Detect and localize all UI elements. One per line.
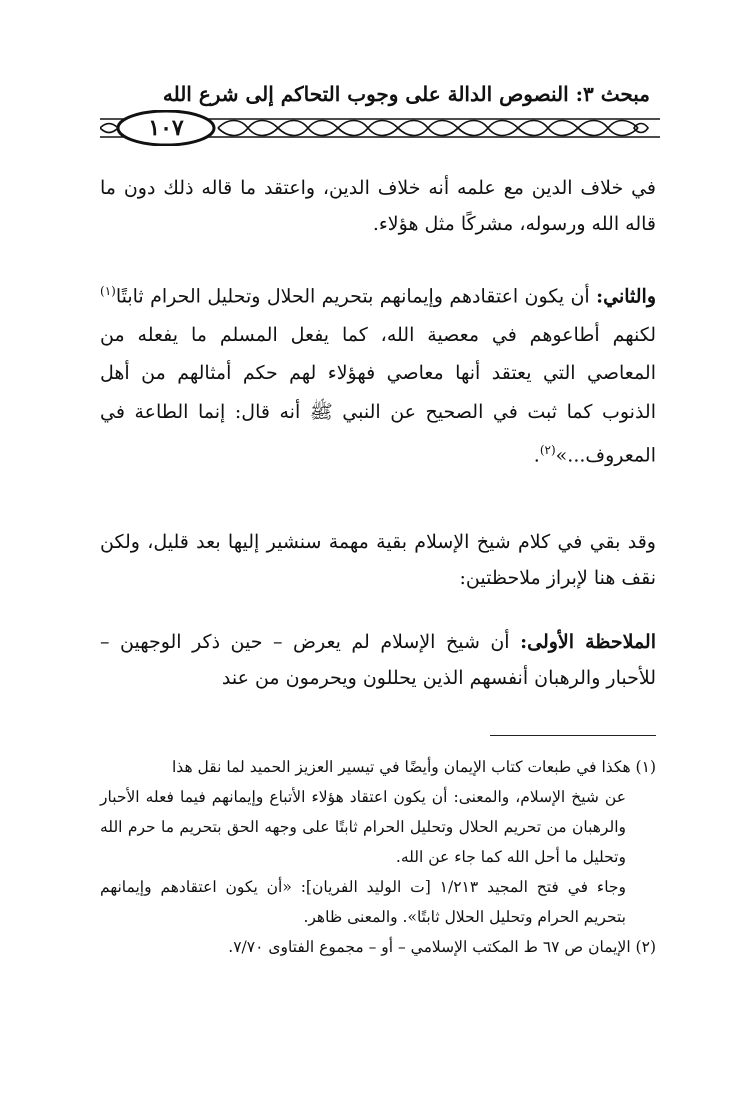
paragraph-continuation: في خلاف الدين مع علمه أنه خلاف الدين، واعتقد ما قاله ذلك دون ما قاله الله ورسوله، مشركًا مثل هؤلاء. bbox=[100, 177, 656, 235]
text-second-a: أن يكون اعتقادهم وإيمانهم بتحريم الحلال وتحليل الحرام ثابتًا bbox=[115, 285, 590, 308]
page-number: ١٠٧ bbox=[148, 115, 184, 141]
footnote-ref-2[interactable]: (٢) bbox=[539, 443, 556, 458]
running-header-title: مبحث ٣: النصوص الدالة على وجوب التحاكم إلى شرع الله bbox=[162, 82, 650, 106]
footnote-separator bbox=[490, 735, 656, 736]
label-first-note: الملاحظة الأولى: bbox=[520, 631, 656, 653]
paragraph-second-aspect bbox=[100, 272, 656, 475]
paragraph-remaining: وقد بقي في كلام شيخ الإسلام بقية مهمة سنشير إليها بعد قليل، ولكن نقف هنا لإبراز ملاحظتين: bbox=[100, 531, 656, 589]
footnote-1-continuation: عن شيخ الإسلام، والمعنى: أن يكون اعتقاد هؤلاء الأتباع وإيمانهم فيما فعله الأحبار والرهبان من تحريم الحلال وتحليل الحرام ثابتًا على وجهه الحق بتحريم ما حرم الله وتحليل ما أحل الله كما جاء عن الله. bbox=[100, 788, 626, 866]
text-second-b: لكنهم أطاعوهم في معصية الله، كما يفعل المسلم ما يفعله من المعاصي التي يعتقد أنها معاصي فهؤلاء لهم حكم أمثالهم من أهل الذنوب كما ثبت في الصحيح عن النبي ﷺ أنه قال: إنما الطاعة في المعروف...» bbox=[100, 323, 656, 467]
label-second: والثاني: bbox=[596, 285, 656, 308]
footnote-1-first-line: (١) هكذا في طبعات كتاب الإيمان وأيضًا في تيسير العزيز الحميد لما نقل هذا bbox=[172, 758, 656, 776]
text-first-note: أن شيخ الإسلام لم يعرض – حين ذكر الوجهين – للأحبار والرهبان أنفسهم الذين يحللون ويحرمون من عند bbox=[100, 631, 656, 689]
text-second-end: . bbox=[533, 444, 540, 467]
paragraph-first-note bbox=[100, 624, 656, 696]
footnotes bbox=[100, 752, 656, 962]
footnote-2: (٢) الإيمان ص ٦٧ ط المكتب الإسلامي – أو – مجموع الفتاوى ٧/٧٠. bbox=[228, 938, 656, 956]
footnote-1-second-part: وجاء في فتح المجيد ١/٢١٣ [ت الوليد الفريان]: «أن يكون اعتقادهم وإيمانهم بتحريم الحرام وتحليل الحلال ثابتًا». والمعنى ظاهر. bbox=[100, 878, 627, 926]
footnote-ref-1[interactable]: (١) bbox=[100, 284, 116, 298]
